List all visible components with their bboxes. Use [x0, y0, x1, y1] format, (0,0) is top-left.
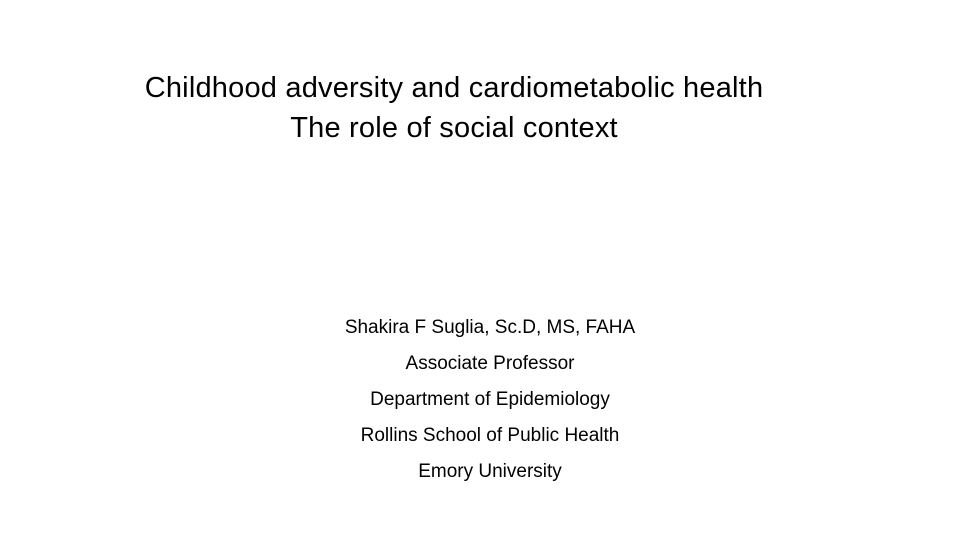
title-line-main: Childhood adversity and cardiometabolic health [144, 72, 764, 104]
author-university: Emory University [418, 461, 562, 482]
author-school: Rollins School of Public Health [360, 425, 620, 446]
title-line-subtitle: The role of social context [290, 112, 618, 144]
slide-title [0, 68, 908, 148]
author-name: Shakira F Suglia, Sc.D, MS, FAHA [344, 317, 636, 338]
author-info [290, 310, 690, 490]
author-position: Associate Professor [405, 353, 575, 374]
author-department: Department of Epidemiology [370, 389, 610, 410]
